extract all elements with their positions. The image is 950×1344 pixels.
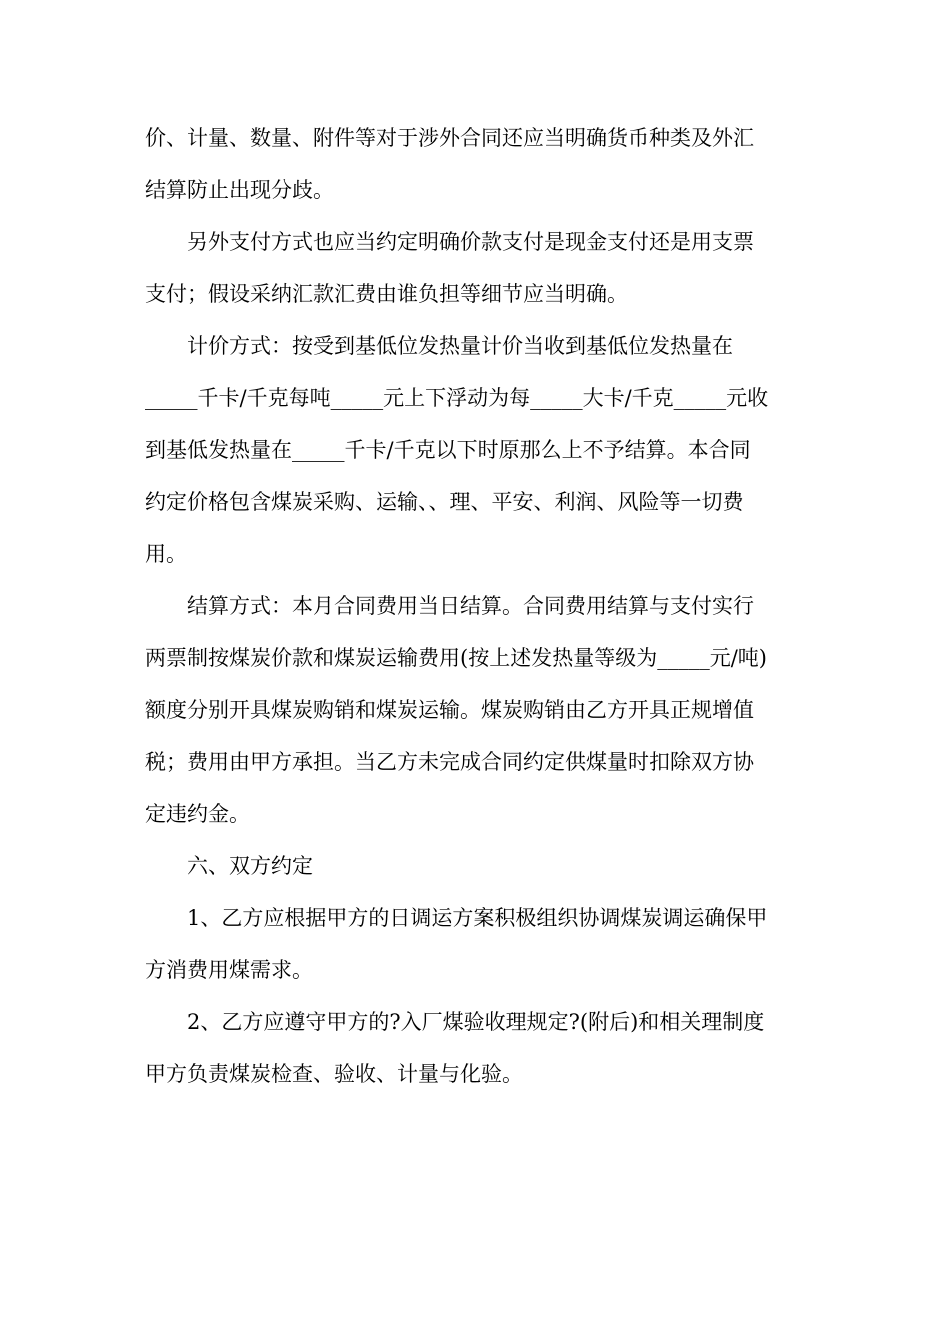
document-page xyxy=(145,112,807,1100)
paragraph-start-line: 2、乙方应遵守甲方的?入厂煤验收理规定?(附后)和相关理制度 xyxy=(187,1010,765,1034)
paragraph-start-line: 计价方式：按受到基低位发热量计价当收到基低位发热量在 xyxy=(187,334,733,358)
text-line: 方消费用煤需求。 xyxy=(145,958,313,982)
text-line: 税；费用由甲方承担。当乙方未完成合同约定供煤量时扣除双方协 xyxy=(145,750,754,774)
text-line: 到基低发热量在_____千卡/千克以下时原那么上不予结算。本合同 xyxy=(145,438,751,462)
text-line: 价、计量、数量、附件等对于涉外合同还应当明确货币种类及外汇 xyxy=(145,126,754,150)
paragraph-start-line: 结算方式：本月合同费用当日结算。合同费用结算与支付实行 xyxy=(187,594,754,618)
paragraph-start-line: 1、乙方应根据甲方的日调运方案积极组织协调煤炭调运确保甲 xyxy=(187,906,768,930)
text-line: 定违约金。 xyxy=(145,802,250,826)
text-line: 支付；假设采纳汇款汇费由谁负担等细节应当明确。 xyxy=(145,282,628,306)
paragraph-start-line: 另外支付方式也应当约定明确价款支付是现金支付还是用支票 xyxy=(187,230,754,254)
text-line: 两票制按煤炭价款和煤炭运输费用(按上述发热量等级为_____元/吨) xyxy=(145,646,767,670)
text-line: 额度分别开具煤炭购销和煤炭运输。煤炭购销由乙方开具正规增值 xyxy=(145,698,754,722)
text-line: 用。 xyxy=(145,542,187,566)
section-heading: 六、双方约定 xyxy=(187,854,313,878)
text-line: 甲方负责煤炭检查、验收、计量与化验。 xyxy=(145,1062,523,1086)
text-line: 约定价格包含煤炭采购、运输、、理、平安、利润、风险等一切费 xyxy=(145,490,744,514)
text-line: _____千卡/千克每吨_____元上下浮动为每_____大卡/千克_____元收 xyxy=(145,386,769,410)
text-line: 结算防止出现分歧。 xyxy=(145,178,334,202)
